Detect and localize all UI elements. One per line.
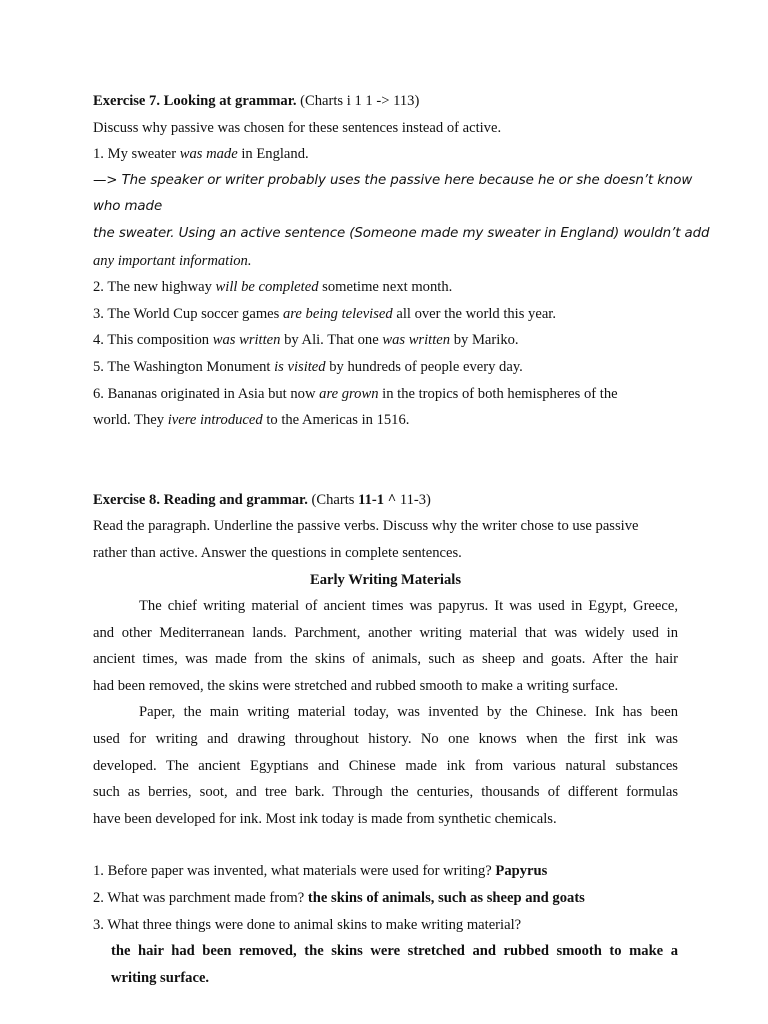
question-1 — [93, 858, 678, 885]
sentence-1 — [93, 141, 678, 168]
passive-verb: are being televised — [283, 305, 393, 322]
sentence-5 — [93, 354, 678, 381]
passive-verb: is visited — [274, 358, 326, 375]
sentence-4 — [93, 327, 678, 354]
paragraph-2-line: used for writing and drawing throughout history. No one knows when the first ink was — [93, 731, 678, 748]
passive-verb: was made — [179, 146, 238, 163]
sentence-text: 2. The new highway — [93, 279, 216, 296]
question-3: 3. What three things were done to animal skins to make writing material? — [93, 916, 522, 933]
sentence-text: world. They — [93, 412, 168, 429]
sentence-6-line-1 — [93, 381, 678, 408]
sentence-text: 4. This composition — [93, 332, 213, 349]
exercise-8-instruction-1: Read the paragraph. Underline the passive verbs. Discuss why the writer chose to use passive — [93, 518, 639, 535]
passive-verb: was written — [382, 332, 451, 349]
spacer — [93, 460, 678, 487]
exercise-8-title: Exercise 8. Reading and grammar. — [93, 491, 308, 508]
answer-3-line: the hair had been removed, the skins were stretched and rubbed smooth to make a — [111, 943, 678, 960]
sentence-3 — [93, 301, 678, 328]
example-note-line-2: who made — [93, 199, 163, 215]
example-note-line-4: any important information. — [93, 252, 252, 269]
paragraph-1-line: The chief writing material of ancient times was papyrus. It was used in Egypt, Greece, — [139, 598, 678, 615]
paragraph-2-line: developed. The ancient Egyptians and Chinese made ink from various natural substances — [93, 757, 678, 774]
exercise-8-charts: (Charts — [307, 491, 359, 508]
exercise-8-charts-end: 11-3) — [396, 491, 431, 508]
example-note-line-3: the sweater. Using an active sentence (Someone made my sweater in England) wouldn’t add — [93, 225, 710, 241]
sentence-text: 1. My sweater — [93, 146, 180, 163]
question-text: 2. What was parchment made from? — [93, 890, 308, 907]
paragraph-2-line: such as berries, soot, and tree bark. Through the centuries, thousands of different formulas — [93, 784, 678, 801]
question-text: 1. Before paper was invented, what materials were used for writing? — [93, 863, 496, 880]
sentence-2 — [93, 274, 678, 301]
sentence-text: 6. Bananas originated in Asia but now — [93, 385, 320, 402]
sentence-text: all over the world this year. — [392, 305, 557, 322]
answer-3 — [93, 938, 678, 991]
paragraph-1-line: and other Mediterranean lands. Parchment, another writing material that was widely used in — [93, 624, 678, 641]
reading-heading: Early Writing Materials — [309, 571, 462, 588]
sentence-6-line-2 — [93, 407, 678, 434]
sentence-text: by Mariko. — [450, 332, 519, 349]
exercise-7-instruction: Discuss why passive was chosen for these sentences instead of active. — [93, 119, 502, 136]
sentence-text: to the Americas in 1516. — [262, 412, 410, 429]
paragraph-2-line: Paper, the main writing material today, was invented by the Chinese. Ink has been — [139, 704, 678, 721]
exercise-8-instruction-2: rather than active. Answer the questions in complete sentences. — [93, 544, 462, 561]
paragraph-2-line: have been developed for ink. Most ink today is made from synthetic chemicals. — [93, 810, 557, 827]
answer-3-line: writing surface. — [111, 969, 210, 986]
passive-verb: was written — [212, 332, 281, 349]
sentence-text: sometime next month. — [318, 279, 453, 296]
exercise-8-heading — [93, 487, 678, 514]
sentence-text: by Ali. That one — [280, 332, 383, 349]
paragraph-1-line: had been removed, the skins were stretched and rubbed smooth to make a writing surface. — [93, 677, 619, 694]
passive-verb: are grown — [319, 385, 379, 402]
document-page — [93, 88, 710, 991]
sentence-text: 3. The World Cup soccer games — [93, 305, 283, 322]
paragraph-1-line: ancient times, was made from the skins of animals, such as sheep and goats. After the hair — [93, 651, 678, 668]
exercise-7-title: Exercise 7. Looking at grammar. — [93, 93, 297, 109]
passive-verb: ivere introduced — [167, 412, 263, 429]
answer-text: Papyrus — [495, 863, 548, 880]
exercise-8-charts-bold: 11-1 ^ — [358, 491, 397, 508]
sentence-text: in the tropics of both hemispheres of the — [378, 385, 618, 402]
sentence-text: 5. The Washington Monument — [93, 358, 275, 375]
answer-text: the skins of animals, such as sheep and goats — [307, 890, 585, 907]
question-2 — [93, 885, 678, 912]
exercise-7-charts: (Charts i 1 1 -> 113) — [296, 93, 420, 109]
example-note-line-1: —> The speaker or writer probably uses the passive here because he or she doesn’t know — [93, 172, 693, 188]
spacer — [93, 832, 678, 858]
sentence-text: in England. — [237, 146, 309, 163]
exercise-7-heading — [93, 88, 678, 115]
passive-verb: will be completed — [215, 279, 319, 296]
spacer — [93, 434, 678, 460]
sentence-text: by hundreds of people every day. — [325, 358, 523, 375]
